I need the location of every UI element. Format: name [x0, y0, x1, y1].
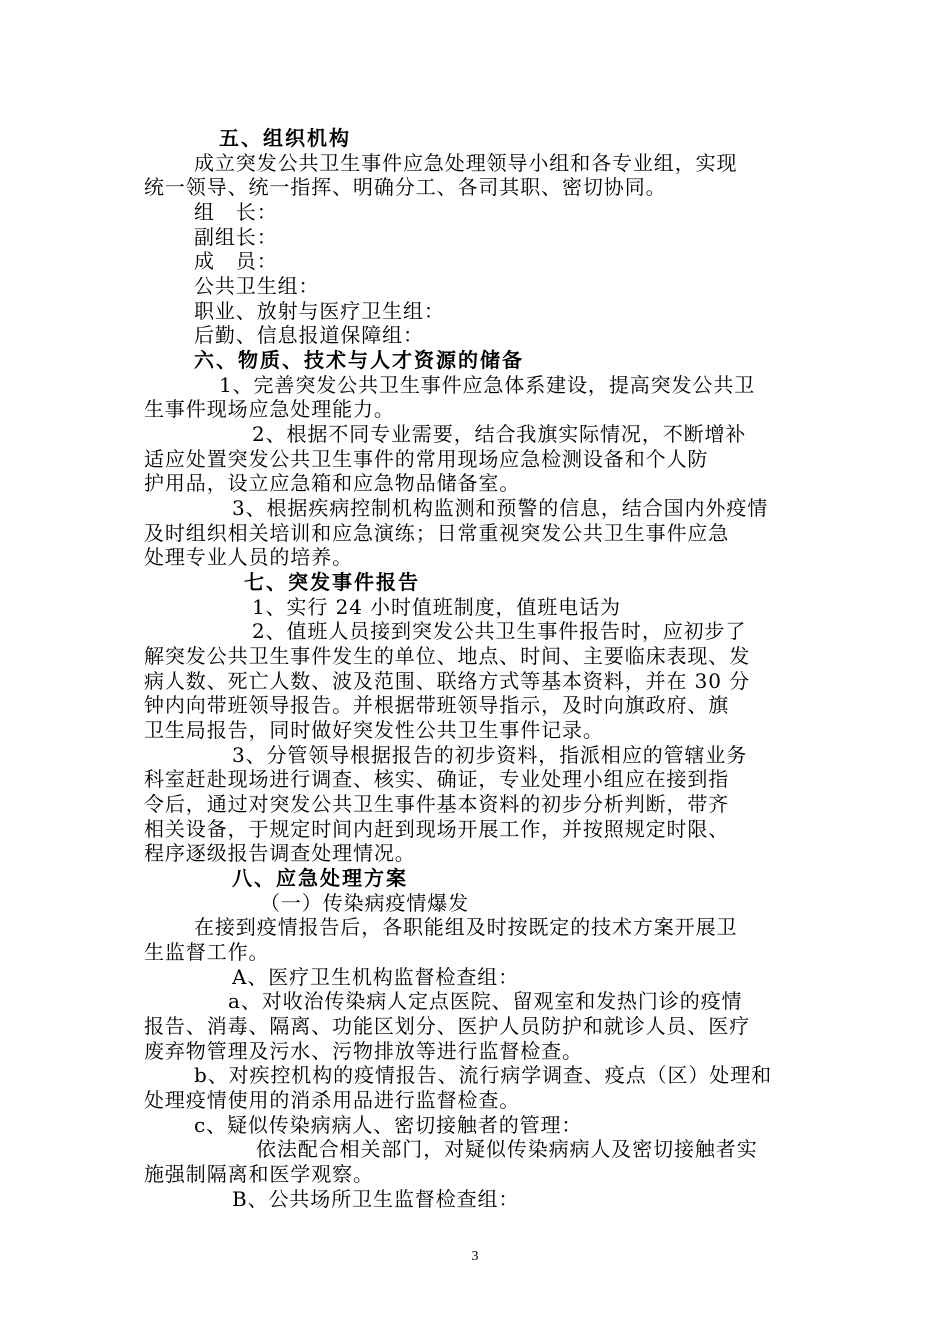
- paragraph-line: 1、完善突发公共卫生事件应急体系建设，提高突发公共卫: [219, 373, 756, 397]
- paragraph-line: 2、根据不同专业需要，结合我旗实际情况，不断增补: [252, 422, 747, 446]
- subheading-medical-inspection: A、医疗卫生机构监督检查组：: [232, 965, 520, 989]
- paragraph-line: 解突发公共卫生事件发生的单位、地点、时间、主要临床表现、发: [144, 644, 751, 668]
- group-occupational: 职业、放射与医疗卫生组：: [194, 299, 445, 323]
- paragraph-line: 卫生局报告，同时做好突发性公共卫生事件记录。: [144, 718, 604, 742]
- page-number: 3: [471, 1249, 479, 1264]
- role-leader: 组 长：: [194, 200, 278, 224]
- subheading-public-places: B、公共场所卫生监督检查组：: [232, 1187, 520, 1211]
- paragraph-line: 钟内向带班领导报告。并根据带班领导指示，及时向旗政府、旗: [144, 693, 730, 717]
- group-public-health: 公共卫生组：: [194, 274, 320, 298]
- paragraph-line: 成立突发公共卫生事件应急处理领导小组和各专业组，实现: [194, 151, 738, 175]
- subheading-epidemic: （一）传染病疫情爆发: [260, 891, 469, 915]
- role-members: 成 员：: [194, 249, 278, 273]
- paragraph-line: 相关设备，于规定时间内赶到现场开展工作，并按照规定时限、: [144, 817, 730, 841]
- paragraph-line: 3、根据疾病控制机构监测和预警的信息，结合国内外疫情: [232, 496, 769, 520]
- paragraph-line: 1、实行 24 小时值班制度，值班电话为: [252, 595, 621, 619]
- paragraph-line: 程序逐级报告调查处理情况。: [144, 841, 416, 865]
- paragraph-line: 科室赶赴现场进行调查、核实、确证，专业处理小组应在接到指: [144, 767, 730, 791]
- paragraph-line: 令后，通过对突发公共卫生事件基本资料的初步分析判断，带齐: [144, 792, 730, 816]
- paragraph-line: 统一领导、统一指挥、明确分工、各司其职、密切协同。: [144, 175, 667, 199]
- paragraph-line: b、对疾控机构的疫情报告、流行病学调查、疫点（区）处理和: [194, 1063, 773, 1087]
- paragraph-line: 3、分管领导根据报告的初步资料，指派相应的管辖业务: [232, 743, 748, 767]
- heading-resources: 六、物质、技术与人才资源的储备: [194, 348, 524, 372]
- heading-response-plan: 八、应急处理方案: [232, 866, 408, 890]
- heading-incident-report: 七、突发事件报告: [244, 570, 420, 594]
- paragraph-line: 病人数、死亡人数、波及范围、联络方式等基本资料，并在 30 分: [144, 669, 751, 693]
- paragraph-line: 生监督工作。: [144, 940, 270, 964]
- group-logistics: 后勤、信息报道保障组：: [194, 323, 424, 347]
- paragraph-line: 及时组织相关培训和应急演练；日常重视突发公共卫生事件应急: [144, 521, 730, 545]
- paragraph-line: 施强制隔离和医学观察。: [144, 1162, 374, 1186]
- heading-organization: 五、组织机构: [219, 126, 351, 150]
- paragraph-line: 2、值班人员接到突发公共卫生事件报告时，应初步了: [252, 619, 747, 643]
- paragraph-line: 在接到疫情报告后，各职能组及时按既定的技术方案开展卫: [194, 915, 738, 939]
- paragraph-line: a、对收治传染病人定点医院、留观室和发热门诊的疫情: [228, 989, 743, 1013]
- paragraph-line: 处理疫情使用的消杀用品进行监督检查。: [144, 1088, 521, 1112]
- paragraph-line: 处理专业人员的培养。: [144, 545, 353, 569]
- paragraph-line: 适应处置突发公共卫生事件的常用现场应急检测设备和个人防: [144, 447, 709, 471]
- paragraph-line: 护用品，设立应急箱和应急物品储备室。: [144, 471, 521, 495]
- paragraph-line: 废弃物管理及污水、污物排放等进行监督检查。: [144, 1039, 583, 1063]
- paragraph-line: 生事件现场应急处理能力。: [144, 397, 395, 421]
- paragraph-line: 依法配合相关部门，对疑似传染病病人及密切接触者实: [256, 1137, 758, 1161]
- paragraph-line: 报告、消毒、隔离、功能区划分、医护人员防护和就诊人员、医疗: [144, 1014, 751, 1038]
- paragraph-line: c、疑似传染病病人、密切接触者的管理：: [194, 1113, 583, 1137]
- role-deputy-leader: 副组长：: [194, 225, 278, 249]
